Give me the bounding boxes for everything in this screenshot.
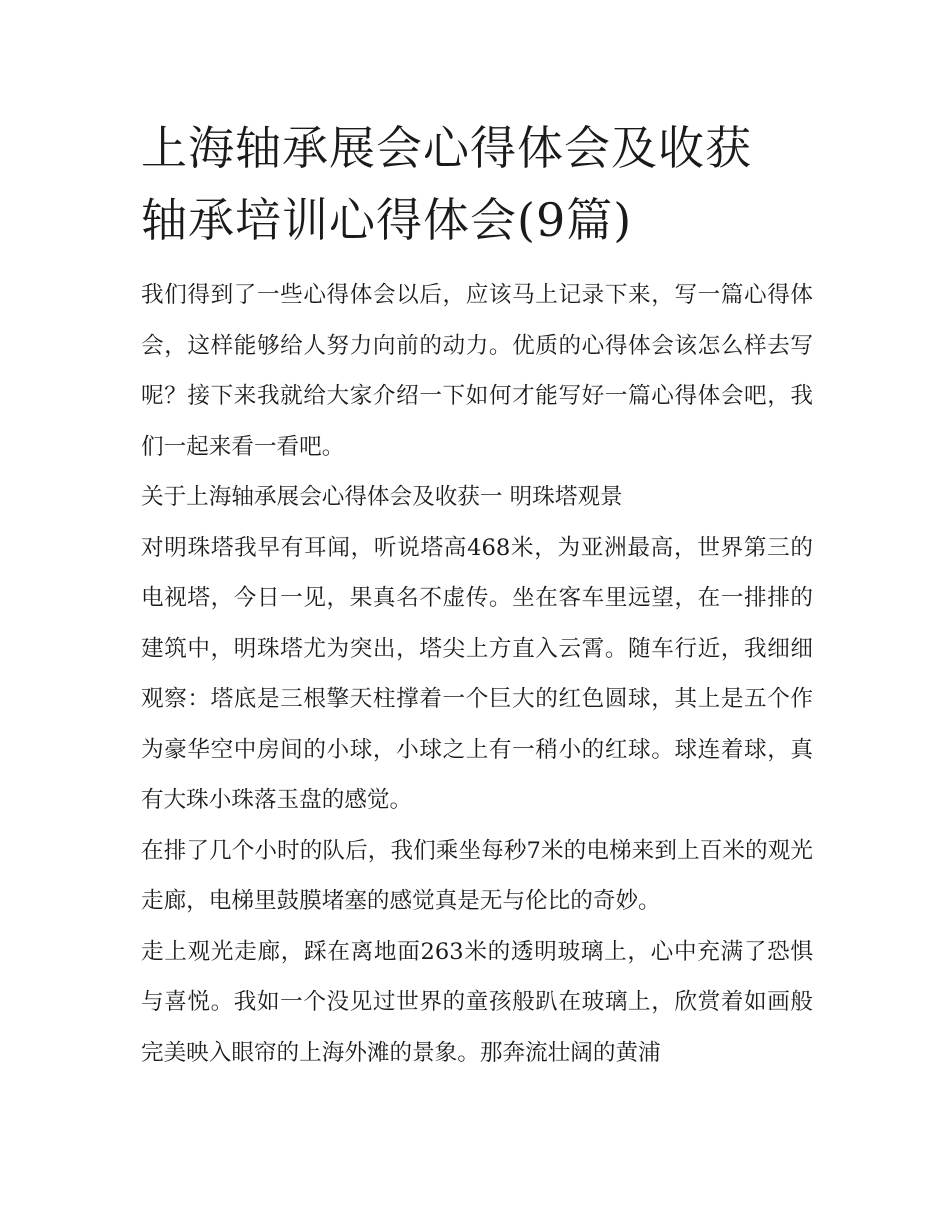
title-line-1: 上海轴承展会心得体会及收获 bbox=[141, 121, 752, 175]
body-paragraph: 走上观光走廊，踩在离地面263米的透明玻璃上，心中充满了恐惧与喜悦。我如一个没见过世界的童孩般趴在玻璃上，欣赏着如画般完美映入眼帘的上海外滩的景象。那奔流壮阔的黄浦 bbox=[141, 938, 813, 1066]
document-page bbox=[141, 112, 813, 1078]
intro-paragraph: 我们得到了一些心得体会以后，应该马上记录下来，写一篇心得体会，这样能够给人努力向前的动力。优质的心得体会该怎么样去写呢？接下来我就给大家介绍一下如何才能写好一篇心得体会吧，我们一起来看一看吧。 bbox=[141, 282, 813, 460]
title-line-2: 轴承培训心得体会(9篇) bbox=[141, 193, 633, 247]
document-title bbox=[141, 112, 813, 256]
section-heading: 关于上海轴承展会心得体会及收获一 明珠塔观景 bbox=[141, 484, 623, 510]
body-paragraph: 对明珠塔我早有耳闻，听说塔高468米，为亚洲最高，世界第三的电视塔，今日一见，果真名不虚传。坐在客车里远望，在一排排的建筑中，明珠塔尤为突出，塔尖上方直入云霄。随车行近，我细细观察：塔底是三根擎天柱撑着一个巨大的红色圆球，其上是五个作为豪华空中房间的小球，小球之上有一稍小的红球。球连着球，真有大珠小珠落玉盘的感觉。 bbox=[141, 534, 813, 813]
body-paragraph: 在排了几个小时的队后，我们乘坐每秒7米的电梯来到上百米的观光走廊，电梯里鼓膜堵塞的感觉真是无与伦比的奇妙。 bbox=[141, 837, 813, 914]
document-body bbox=[141, 270, 813, 1078]
